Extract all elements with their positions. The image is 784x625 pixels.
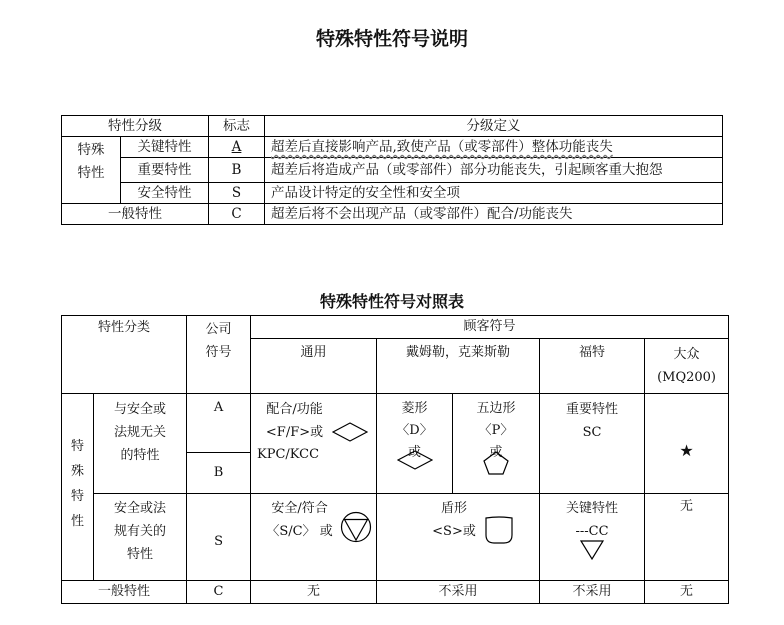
comparison-table-title: 特殊特性符号对照表 [319, 292, 464, 311]
definition-cell: 超差后将不会出现产品（或零部件）配合/功能丧失 [265, 204, 723, 225]
ford-cc-cell [540, 494, 645, 581]
daimler-not-used-cell: 不采用 [377, 581, 540, 604]
header-grade: 特性分级 [62, 116, 209, 137]
mark-cell: S [209, 183, 265, 204]
sub-grade-cell: 关键特性 [121, 137, 209, 158]
special-label: 特 殊 特 性 [62, 394, 94, 581]
table-row [62, 394, 729, 453]
header-customer-symbol: 顾客符号 [251, 316, 729, 339]
generic-none-cell: 无 [251, 581, 377, 604]
sub-grade-cell: 安全特性 [121, 183, 209, 204]
characteristics-definition-table [61, 115, 723, 225]
ford-cc-text: 关键特性 ---CC [566, 501, 619, 539]
definition-cell: 超差后将造成产品（或零部件）部分功能丧失，引起顾客重大抱怨 [265, 158, 723, 183]
header-generic: 通用 [251, 339, 377, 394]
inverted-triangle-icon [540, 539, 644, 561]
header-mark: 标志 [209, 116, 265, 137]
safety-related-label: 安全或法 规有关的 特性 [94, 494, 187, 581]
definition-cell: 超差后直接影响产品,致使产品（或零部件）整体功能丧失 [265, 137, 723, 158]
diamond-icon [332, 422, 368, 443]
mark-cell: B [209, 158, 265, 183]
vw-none-cell: 无 [645, 581, 729, 604]
safety-unrelated-label: 与安全或 法规无关 的特性 [94, 394, 187, 494]
general-label: 一般特性 [62, 581, 187, 604]
star-icon: ★ [645, 394, 729, 494]
daimler-shield-cell [377, 494, 540, 581]
generic-safety-cell [251, 494, 377, 581]
header-daimler: 戴姆勒，克莱斯勒 [377, 339, 540, 394]
special-group-label: 特殊 特性 [62, 137, 121, 204]
table-row [62, 581, 729, 604]
pentagon-icon [453, 450, 539, 476]
code-s-cell: S [187, 494, 251, 581]
ford-sc-cell: 重要特性 SC [540, 394, 645, 494]
daimler-diamond-cell [377, 394, 453, 494]
symbol-comparison-table [61, 315, 729, 604]
definition-cell: 产品设计特定的安全性和安全项 [265, 183, 723, 204]
sub-grade-cell: 重要特性 [121, 158, 209, 183]
table-header-row [62, 316, 729, 339]
table-row [62, 183, 723, 204]
code-c-cell: C [187, 581, 251, 604]
header-definition: 分级定义 [265, 116, 723, 137]
mark-cell: A [209, 137, 265, 158]
diamond-d-text: 菱形 〈D〉 或 [396, 401, 433, 460]
code-b-cell: B [187, 453, 251, 494]
ford-not-used-cell: 不采用 [540, 581, 645, 604]
table-row [62, 137, 723, 158]
table-row [62, 204, 723, 225]
daimler-pentagon-cell [453, 394, 540, 494]
general-grade-cell: 一般特性 [62, 204, 209, 225]
mark-cell: C [209, 204, 265, 225]
safety-compliance-text: 安全/符合 〈S/C〉 或 [266, 501, 333, 539]
vw-none-cell: 无 [645, 494, 729, 581]
table-header-row [62, 116, 723, 137]
shield-icon [484, 515, 514, 545]
fit-function-text: 配合/功能 <F/F>或 [265, 402, 324, 440]
table-row [62, 158, 723, 183]
header-vw: 大众 (MQ200) [645, 339, 729, 394]
header-company-symbol: 公司 符号 [187, 316, 251, 394]
pentagon-p-text: 五边形 〈P〉 或 [476, 401, 516, 460]
diamond-icon [377, 450, 452, 471]
kpc-kcc-text: KPC/KCC [257, 447, 320, 462]
header-class: 特性分类 [62, 316, 187, 394]
generic-symbol-cell [251, 394, 377, 494]
code-a-cell: A [187, 394, 251, 453]
shield-s-text: 盾形 <S>或 [432, 501, 476, 539]
header-ford: 福特 [540, 339, 645, 394]
table-row [62, 494, 729, 581]
circle-triangle-icon [340, 511, 372, 543]
page-title: 特殊特性符号说明 [315, 28, 468, 50]
